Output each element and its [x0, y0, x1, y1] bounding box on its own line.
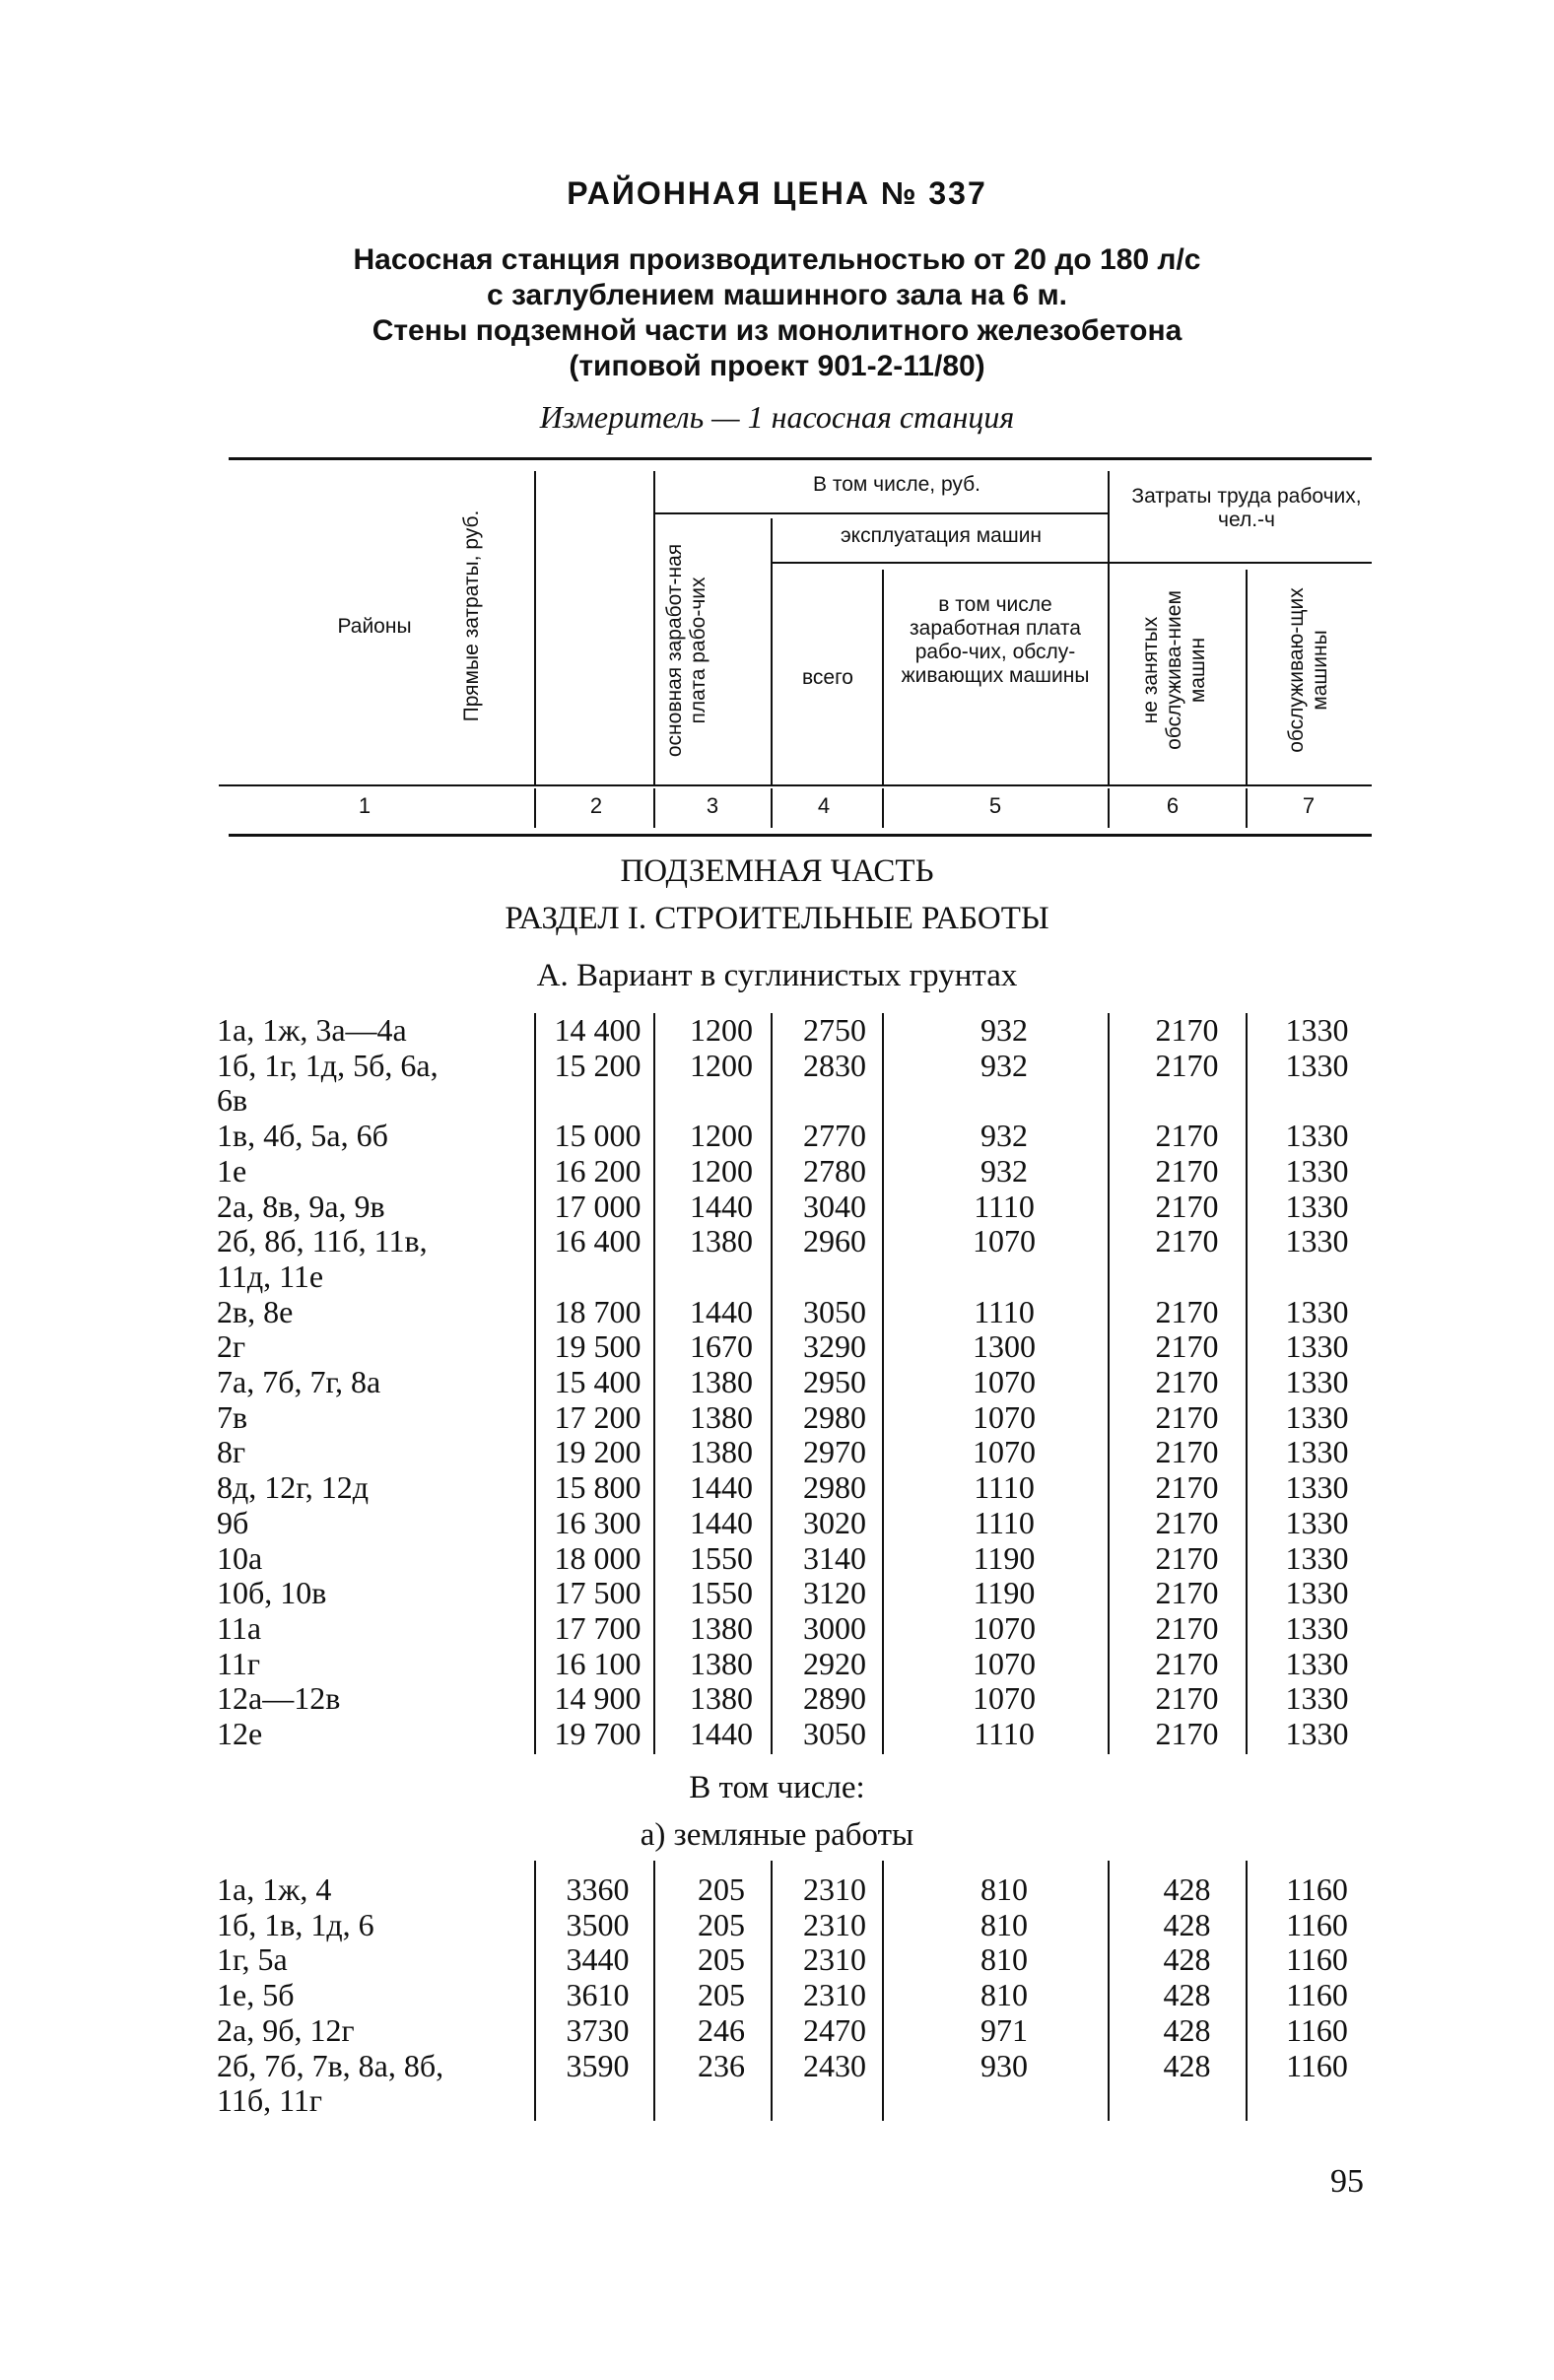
col-number: 3: [706, 793, 719, 818]
value-cell: 1380: [690, 1364, 753, 1400]
value-cell: 428: [1163, 2047, 1211, 2083]
value-cell: 14 900: [554, 1680, 642, 1717]
measure-unit: Измеритель — 1 насосная станция: [539, 399, 1015, 435]
table-row: [217, 1506, 1379, 1541]
table-variant-a: [217, 1013, 1379, 1752]
value-cell: 3610: [566, 1977, 630, 2013]
value-cell: 1330: [1285, 1047, 1349, 1083]
header-machine-operation: эксплуатация машин: [840, 524, 1043, 547]
value-cell: 3440: [566, 1941, 630, 1978]
table-row: [217, 1013, 1379, 1049]
value-cell: 2170: [1155, 1398, 1219, 1435]
value-cell: 2980: [803, 1398, 866, 1435]
section-title: ПОДЗЕМНАЯ ЧАСТЬ: [620, 853, 934, 889]
value-cell: 810: [980, 1941, 1028, 1978]
table-row: [217, 2049, 1379, 2084]
value-cell: 2170: [1155, 1364, 1219, 1400]
value-cell: 1110: [974, 1469, 1035, 1506]
value-cell: [1255, 1083, 1379, 1119]
value-cell: [1255, 2083, 1379, 2119]
value-cell: [663, 1083, 779, 1119]
table-row: [217, 1329, 1379, 1365]
region-cell: 10а: [217, 1539, 263, 1576]
value-cell: 810: [980, 1871, 1028, 1907]
region-cell: 2а, 8в, 9а, 9в: [217, 1188, 385, 1224]
value-cell: 1110: [974, 1188, 1035, 1224]
value-cell: 205: [698, 1977, 745, 2013]
value-cell: [890, 1083, 1118, 1119]
value-cell: 1330: [1285, 1012, 1349, 1048]
value-cell: 3120: [803, 1575, 866, 1611]
value-cell: 1330: [1285, 1223, 1349, 1259]
value-cell: 246: [698, 2011, 745, 2048]
value-cell: 19 700: [554, 1716, 642, 1752]
table-row: [217, 1224, 1379, 1259]
value-cell: 1550: [690, 1575, 753, 1611]
variant-title: А. Вариант в суглинистых грунтах: [536, 958, 1018, 993]
value-cell: 3020: [803, 1504, 866, 1540]
value-cell: 1110: [974, 1504, 1035, 1540]
value-cell: 1070: [973, 1680, 1036, 1717]
value-cell: 2170: [1155, 1504, 1219, 1540]
region-cell: 2в, 8е: [217, 1293, 294, 1329]
value-cell: 1160: [1286, 1941, 1348, 1978]
table-row: [217, 1647, 1379, 1682]
value-cell: 3140: [803, 1539, 866, 1576]
value-cell: 1330: [1285, 1504, 1349, 1540]
header-sub-rule: [653, 512, 1110, 514]
col-number: 5: [988, 793, 1002, 818]
value-cell: 1330: [1285, 1293, 1349, 1329]
value-cell: 16 100: [554, 1645, 642, 1681]
value-cell: 15 400: [554, 1364, 642, 1400]
divider: [1246, 788, 1248, 828]
divider: [534, 471, 536, 784]
divider: [653, 788, 655, 828]
value-cell: 1550: [690, 1539, 753, 1576]
table-row: [217, 1295, 1379, 1330]
value-cell: 1110: [974, 1716, 1035, 1752]
page-number: 95: [1330, 2163, 1364, 2200]
value-cell: 1330: [1285, 1469, 1349, 1506]
table-row: [217, 1435, 1379, 1470]
table-row: [217, 2013, 1379, 2049]
table-row: [217, 1049, 1379, 1084]
value-cell: 2170: [1155, 1469, 1219, 1506]
value-cell: 1300: [973, 1328, 1036, 1365]
value-cell: 3050: [803, 1293, 866, 1329]
value-cell: 1070: [973, 1434, 1036, 1470]
divider: [882, 570, 884, 784]
value-cell: 1070: [973, 1645, 1036, 1681]
value-cell: 428: [1163, 2011, 1211, 2048]
region-cell: 2б, 7б, 7в, 8а, 8б,: [217, 2047, 444, 2083]
value-cell: 16 300: [554, 1504, 642, 1540]
value-cell: 3040: [803, 1188, 866, 1224]
value-cell: 810: [980, 1977, 1028, 2013]
value-cell: 2980: [803, 1469, 866, 1506]
header-direct-costs: Прямые затраты, руб.: [460, 510, 483, 722]
divider: [771, 788, 773, 828]
header-serving-machines: обслуживаю-щих машины: [1285, 587, 1331, 753]
region-cell: 11а: [217, 1609, 262, 1646]
value-cell: 2170: [1155, 1645, 1219, 1681]
value-cell: 428: [1163, 1906, 1211, 1942]
table-row: [217, 1576, 1379, 1611]
region-cell: 12а—12в: [217, 1680, 341, 1717]
value-cell: 2170: [1155, 1434, 1219, 1470]
region-cell: 12е: [217, 1716, 263, 1752]
value-cell: 932: [980, 1047, 1028, 1083]
value-cell: 1330: [1285, 1716, 1349, 1752]
value-cell: 2170: [1155, 1118, 1219, 1154]
table-row: [217, 1978, 1379, 2013]
table-earthworks: [217, 1872, 1379, 2119]
header-base-wage: основная заработ-ная плата рабо-чих: [663, 543, 709, 758]
value-cell: 2170: [1155, 1047, 1219, 1083]
value-cell: 1440: [690, 1188, 753, 1224]
value-cell: 3000: [803, 1609, 866, 1646]
header-numbers-rule: [229, 834, 1372, 837]
region-cell: 1г, 5а: [217, 1941, 288, 1978]
table-a-body: [217, 1013, 1379, 1752]
value-cell: 1110: [974, 1293, 1035, 1329]
region-cell: 1б, 1в, 1д, 6: [217, 1906, 374, 1942]
section-subtitle: РАЗДЕЛ I. СТРОИТЕЛЬНЫЕ РАБОТЫ: [505, 901, 1049, 936]
value-cell: 1330: [1285, 1152, 1349, 1189]
value-cell: 3730: [566, 2011, 630, 2048]
table-row: [217, 1190, 1379, 1225]
value-cell: 2310: [803, 1977, 866, 2013]
value-cell: 1330: [1285, 1609, 1349, 1646]
value-cell: 2430: [803, 2047, 866, 2083]
value-cell: 1380: [690, 1680, 753, 1717]
table-row: [217, 1681, 1379, 1717]
value-cell: 1070: [973, 1223, 1036, 1259]
table-row: [217, 1119, 1379, 1154]
value-cell: 14 400: [554, 1012, 642, 1048]
divider: [1108, 788, 1110, 828]
value-cell: 1330: [1285, 1645, 1349, 1681]
value-cell: [663, 1259, 779, 1295]
value-cell: 1070: [973, 1364, 1036, 1400]
value-cell: 205: [698, 1871, 745, 1907]
header-labor-costs: Затраты труда рабочих, чел.-ч: [1131, 485, 1362, 531]
value-cell: [779, 1259, 890, 1295]
col-number: 4: [817, 793, 831, 818]
value-cell: [1118, 2083, 1255, 2119]
value-cell: 3500: [566, 1906, 630, 1942]
value-cell: 1160: [1286, 1977, 1348, 2013]
value-cell: [1255, 1259, 1379, 1295]
value-cell: 1330: [1285, 1364, 1349, 1400]
value-cell: [779, 1083, 890, 1119]
table-row: [217, 1717, 1379, 1752]
value-cell: 1190: [973, 1539, 1036, 1576]
region-cell: 11г: [217, 1645, 260, 1681]
value-cell: 2170: [1155, 1539, 1219, 1576]
value-cell: 16 200: [554, 1152, 642, 1189]
value-cell: [890, 2083, 1118, 2119]
divider: [653, 471, 655, 784]
value-cell: 971: [980, 2011, 1028, 2048]
table-row: [217, 1611, 1379, 1647]
value-cell: 205: [698, 1906, 745, 1942]
table-row: [217, 1400, 1379, 1436]
value-cell: 1200: [690, 1012, 753, 1048]
value-cell: 2310: [803, 1871, 866, 1907]
col-number: 7: [1302, 793, 1316, 818]
value-cell: 2960: [803, 1223, 866, 1259]
region-cell: 1а, 1ж, 3а—4а: [217, 1012, 407, 1048]
value-cell: 1380: [690, 1223, 753, 1259]
header-incl-wage: в том числе заработная плата рабо-чих, обслу-живающих машины: [901, 593, 1090, 687]
value-cell: 1200: [690, 1152, 753, 1189]
value-cell: 2170: [1155, 1680, 1219, 1717]
value-cell: 2170: [1155, 1012, 1219, 1048]
value-cell: 19 200: [554, 1434, 642, 1470]
value-cell: 18 700: [554, 1293, 642, 1329]
value-cell: 17 700: [554, 1609, 642, 1646]
value-cell: [532, 2083, 663, 2119]
divider: [1246, 570, 1248, 784]
region-cell: 1е, 5б: [217, 1977, 295, 2013]
value-cell: [532, 1083, 663, 1119]
value-cell: 2170: [1155, 1716, 1219, 1752]
value-cell: 428: [1163, 1871, 1211, 1907]
value-cell: 1070: [973, 1609, 1036, 1646]
value-cell: 15 200: [554, 1047, 642, 1083]
value-cell: 2920: [803, 1645, 866, 1681]
incl-label: В том числе:: [689, 1770, 865, 1805]
value-cell: 2170: [1155, 1575, 1219, 1611]
region-cell: 1б, 1г, 1д, 5б, 6а,: [217, 1047, 439, 1083]
value-cell: 1440: [690, 1469, 753, 1506]
value-cell: 236: [698, 2047, 745, 2083]
value-cell: 17 000: [554, 1188, 642, 1224]
value-cell: 1440: [690, 1504, 753, 1540]
table-row: [217, 1470, 1379, 1506]
value-cell: 1670: [690, 1328, 753, 1365]
subtitle-line-1: Насосная станция производительностью от 20 до 180 л/с: [353, 243, 1201, 276]
value-cell: 1160: [1286, 2047, 1348, 2083]
value-cell: 1330: [1285, 1118, 1349, 1154]
subtitle-line-4: (типовой проект 901-2-11/80): [569, 350, 985, 382]
table-row: [217, 1154, 1379, 1190]
region-cell: 11д, 11е: [217, 1258, 324, 1294]
table-row: [217, 1942, 1379, 1978]
value-cell: 1440: [690, 1716, 753, 1752]
region-cell: 7в: [217, 1398, 248, 1435]
region-cell: 2а, 9б, 12г: [217, 2011, 355, 2048]
value-cell: [1118, 1259, 1255, 1295]
value-cell: 2310: [803, 1941, 866, 1978]
region-cell: 8г: [217, 1434, 246, 1470]
value-cell: 2170: [1155, 1328, 1219, 1365]
value-cell: 19 500: [554, 1328, 642, 1365]
header-regions: Районы: [337, 615, 412, 638]
value-cell: 1190: [973, 1575, 1036, 1611]
value-cell: 1200: [690, 1047, 753, 1083]
value-cell: 932: [980, 1012, 1028, 1048]
value-cell: 2780: [803, 1152, 866, 1189]
value-cell: 3290: [803, 1328, 866, 1365]
subtitle-line-2: с заглублением машинного зала на 6 м.: [486, 279, 1068, 311]
value-cell: 1330: [1285, 1398, 1349, 1435]
region-cell: 6в: [217, 1082, 248, 1119]
value-cell: 1330: [1285, 1539, 1349, 1576]
region-cell: 2б, 8б, 11б, 11в,: [217, 1223, 428, 1259]
value-cell: 428: [1163, 1941, 1211, 1978]
value-cell: 17 200: [554, 1398, 642, 1435]
value-cell: 205: [698, 1941, 745, 1978]
value-cell: 15 000: [554, 1118, 642, 1154]
value-cell: 1160: [1286, 2011, 1348, 2048]
value-cell: 16 400: [554, 1223, 642, 1259]
value-cell: 1380: [690, 1434, 753, 1470]
value-cell: 2170: [1155, 1223, 1219, 1259]
value-cell: 1200: [690, 1118, 753, 1154]
value-cell: 2170: [1155, 1609, 1219, 1646]
header-not-machines: не занятых обслужива-нием машин: [1139, 590, 1209, 750]
value-cell: 3590: [566, 2047, 630, 2083]
divider: [771, 518, 773, 784]
header-bottom-rule: [219, 784, 1372, 786]
region-cell: 1в, 4б, 5а, 6б: [217, 1118, 388, 1154]
value-cell: 2170: [1155, 1152, 1219, 1189]
value-cell: 1160: [1286, 1906, 1348, 1942]
value-cell: [779, 2083, 890, 2119]
value-cell: 1440: [690, 1293, 753, 1329]
divider: [534, 788, 536, 828]
value-cell: 17 500: [554, 1575, 642, 1611]
value-cell: 1160: [1286, 1871, 1348, 1907]
page-title: РАЙОННАЯ ЦЕНА № 337: [567, 175, 987, 211]
value-cell: 2890: [803, 1680, 866, 1717]
value-cell: [532, 1259, 663, 1295]
table-b-body: [217, 1872, 1379, 2119]
value-cell: 3360: [566, 1871, 630, 1907]
col-number: 1: [358, 793, 372, 818]
value-cell: 2750: [803, 1012, 866, 1048]
value-cell: 3050: [803, 1716, 866, 1752]
value-cell: 18 000: [554, 1539, 642, 1576]
col-number: 2: [589, 793, 603, 818]
value-cell: 1330: [1285, 1680, 1349, 1717]
value-cell: 932: [980, 1118, 1028, 1154]
value-cell: 2970: [803, 1434, 866, 1470]
divider: [1108, 471, 1110, 784]
region-cell: 1е: [217, 1152, 247, 1189]
value-cell: 2770: [803, 1118, 866, 1154]
value-cell: 2170: [1155, 1188, 1219, 1224]
earthwork-label: а) земляные работы: [640, 1817, 914, 1853]
table-row: [217, 1083, 1379, 1119]
region-cell: 2г: [217, 1328, 246, 1365]
value-cell: 932: [980, 1152, 1028, 1189]
table-row: [217, 1872, 1379, 1908]
table-row: [217, 1908, 1379, 1943]
value-cell: [663, 2083, 779, 2119]
table-row: [217, 2083, 1379, 2119]
table-row: [217, 1365, 1379, 1400]
value-cell: 15 800: [554, 1469, 642, 1506]
divider: [882, 788, 884, 828]
value-cell: 2310: [803, 1906, 866, 1942]
header-sub-rule: [771, 562, 1108, 564]
value-cell: [1118, 1083, 1255, 1119]
region-cell: 11б, 11г: [217, 2082, 323, 2119]
value-cell: 2470: [803, 2011, 866, 2048]
value-cell: 1330: [1285, 1434, 1349, 1470]
subtitle-line-3: Стены подземной части из монолитного железобетона: [372, 314, 1182, 347]
region-cell: 10б, 10в: [217, 1575, 327, 1611]
header-including-rub: В том числе, руб.: [813, 473, 980, 496]
region-cell: 9б: [217, 1504, 249, 1540]
header-top-rule: [229, 457, 1372, 460]
value-cell: 2830: [803, 1047, 866, 1083]
value-cell: 1380: [690, 1398, 753, 1435]
header-total: всего: [802, 666, 853, 689]
value-cell: 930: [980, 2047, 1028, 2083]
table-row: [217, 1259, 1379, 1295]
value-cell: 1330: [1285, 1575, 1349, 1611]
region-cell: 8д, 12г, 12д: [217, 1469, 370, 1506]
table-row: [217, 1541, 1379, 1577]
value-cell: 1070: [973, 1398, 1036, 1435]
value-cell: 1330: [1285, 1328, 1349, 1365]
value-cell: 2950: [803, 1364, 866, 1400]
value-cell: 428: [1163, 1977, 1211, 2013]
region-cell: 1а, 1ж, 4: [217, 1871, 332, 1907]
value-cell: 1380: [690, 1609, 753, 1646]
value-cell: 1330: [1285, 1188, 1349, 1224]
region-cell: 7а, 7б, 7г, 8а: [217, 1364, 381, 1400]
value-cell: 2170: [1155, 1293, 1219, 1329]
col-number: 6: [1166, 793, 1180, 818]
header-sub-rule: [1108, 562, 1372, 564]
value-cell: 810: [980, 1906, 1028, 1942]
value-cell: [890, 1259, 1118, 1295]
value-cell: 1380: [690, 1645, 753, 1681]
